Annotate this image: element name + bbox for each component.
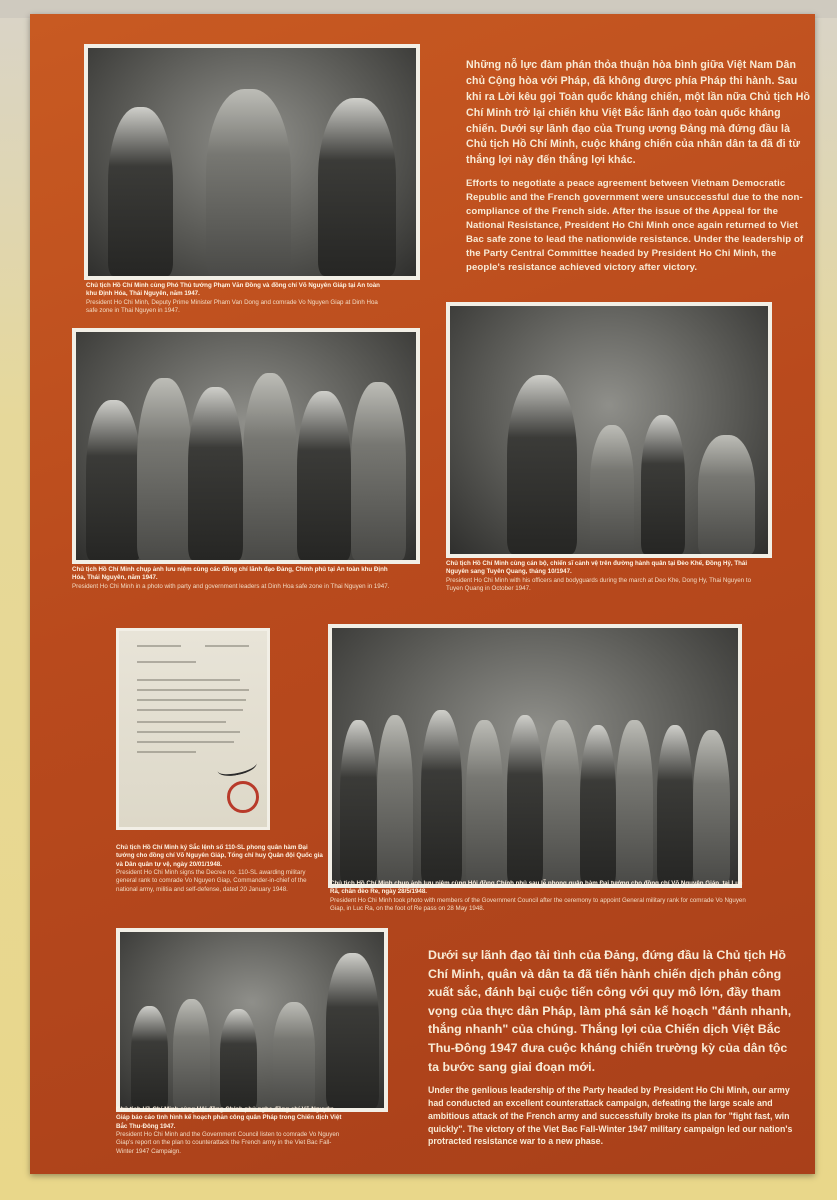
photo-ho-chi-minh-pham-van-dong-vo-nguyen-giap [84,44,420,280]
decree-document-110-sl [116,628,270,830]
caption-vn: Chủ tịch Hồ Chí Minh chụp ảnh lưu niệm cùng các đồng chí lãnh đạo Đảng, Chính phủ tại An toàn khu Định Hóa, Thái Nguyên, năm 1947. [72,566,388,582]
photo-5-caption [116,1106,348,1156]
photo-3-caption [446,560,766,593]
caption-vn: Chủ tịch Hồ Chí Minh cùng cán bộ, chiến sĩ cảnh vệ trên đường hành quân tại Đèo Khế, Đồng Hỷ, Thái Nguyên sang Tuyên Quang, tháng 10/1947. [446,560,748,576]
signature-mark [216,755,258,779]
photo-vo-nguyen-giap-report [116,928,388,1112]
caption-vn: Chủ tịch Hồ Chí Minh chụp ảnh lưu niệm cùng Hội đồng Chính phủ sau lễ phong quân hàm Đại tướng cho đồng chí Võ Nguyên Giáp, tại Lục Rã, chân đèo Re, ngày 28/5/1948. [330,880,743,896]
intro-text [466,58,812,275]
red-seal [227,781,259,813]
caption-en: President Ho Chi Minh with his officers and bodyguards during the march at Deo Khe, Dong Hy, Thai Nguyen to Tuyen Quang in October 1947. [446,576,752,593]
photo-party-government-leaders [72,328,420,564]
photo-bodyguards-march [446,302,772,558]
outro-en: Under the genlious leadership of the Party headed by President Ho Chi Minh, our army had conducted an excellent counterattack campaign, defeating the large scale and ambitious attack of the French army and successfully broke its plan for "fight fast, win quickly". The victory of the Viet Bac Fall-Winter 1947 military campaign led our nation's protracted resistance war to a new phase. [428,1085,793,1147]
photo-1-caption [86,282,386,315]
caption-vn: Chủ tịch Hồ Chí Minh cùng Phó Thủ tướng Phạm Văn Đồng và đồng chí Võ Nguyên Giáp tại An toàn khu Định Hóa, Thái Nguyên, năm 1947. [86,282,380,298]
outro-vn: Dưới sự lãnh đạo tài tình của Đảng, đứng đầu là Chủ tịch Hồ Chí Minh, quân và dân ta đã tiến hành chiến dịch phản công xuất sắc, đánh bại cuộc tiến công với quy mô lớn, đầy tham vọng của thực dân Pháp, làm phá sản kế hoạch "đánh nhanh, thắng nhanh" của chúng. Thắng lợi của Chiến dịch Việt Bắc Thu-Đông 1947 đưa cuộc kháng chiến trường kỳ của dân tộc ta bước sang giai đoạn mới. [428,948,792,1074]
outro-text [428,946,800,1148]
photo-government-council-ceremony [328,624,742,888]
intro-vn: Những nỗ lực đàm phán thỏa thuận hòa bình giữa Việt Nam Dân chủ Cộng hòa với Pháp, đã không được phía Pháp thi hành. Sau khi ra Lời kêu gọi Toàn quốc kháng chiến, một lần nữa Chủ tịch Hồ Chí Minh trở lại chiến khu Việt Bắc lãnh đạo toàn quốc kháng chiến. Dưới sự lãnh đạo của Trung ương Đảng mà đứng đầu là Chủ tịch Hồ Chí Minh, cuộc kháng chiến của nhân dân ta đã đi từ thắng lợi này đến thắng lợi khác. [466,59,811,167]
caption-en: President Ho Chi Minh and the Government Council listen to comrade Vo Nguyen Giap's report on the plan to counterattack the French army in the Viet Bac Fall-Winter 1947 Campaign. [116,1131,340,1155]
caption-en: President Ho Chi Minh, Deputy Prime Minister Pham Van Dong and comrade Vo Nguyen Giap at Dinh Hoa safe zone in Thai Nguyen in 1947. [86,298,378,315]
caption-en: President Ho Chi Minh signs the Decree no. 110-SL awarding military general rank to comrade Vo Nguyen Giap, Commander-in-chief of the national army, militia and self-defense, dated 20 January 1948. [116,869,307,893]
intro-en: Efforts to negotiate a peace agreement between Vietnam Democratic Republic and the French government were unsuccessful due to the non-compliance of the French side. After the issue of the Appeal for the National Resistance, President Ho Chi Minh once again returned to Viet Bac safe zone to lead the nationwide resistance. Under the leadership of the Party Central Committee headed by President Ho Chi Minh, the people's resistance achieved victory after victory. [466,178,804,273]
photo-2-caption [72,566,392,591]
caption-vn: Chủ tịch Hồ Chí Minh cùng Hội đồng Chính phủ nghe đồng chí Võ Nguyên Giáp báo cáo tình hình kế hoạch phản công quân Pháp trong Chiến dịch Việt Bắc Thu-Đông 1947. [116,1106,342,1130]
caption-en: President Ho Chi Minh in a photo with party and government leaders at Dinh Hoa safe zone in Thai Nguyen in 1947. [72,582,390,590]
photo-4-caption [330,880,750,913]
caption-en: President Ho Chi Minh took photo with members of the Government Council after the ceremony to appoint General military rank for comrade Vo Nguyen Giap, in Luc Ra, on the foot of Re pass on 28 May 1948. [330,896,746,913]
decree-caption [116,844,326,894]
caption-vn: Chủ tịch Hồ Chí Minh ký Sắc lệnh số 110-SL phong quân hàm Đại tướng cho đồng chí Võ Nguyên Giáp, Tổng chỉ huy Quân đội Quốc gia và Dân quân tự vệ, ngày 20/01/1948. [116,844,323,868]
exhibition-panel [30,14,815,1174]
